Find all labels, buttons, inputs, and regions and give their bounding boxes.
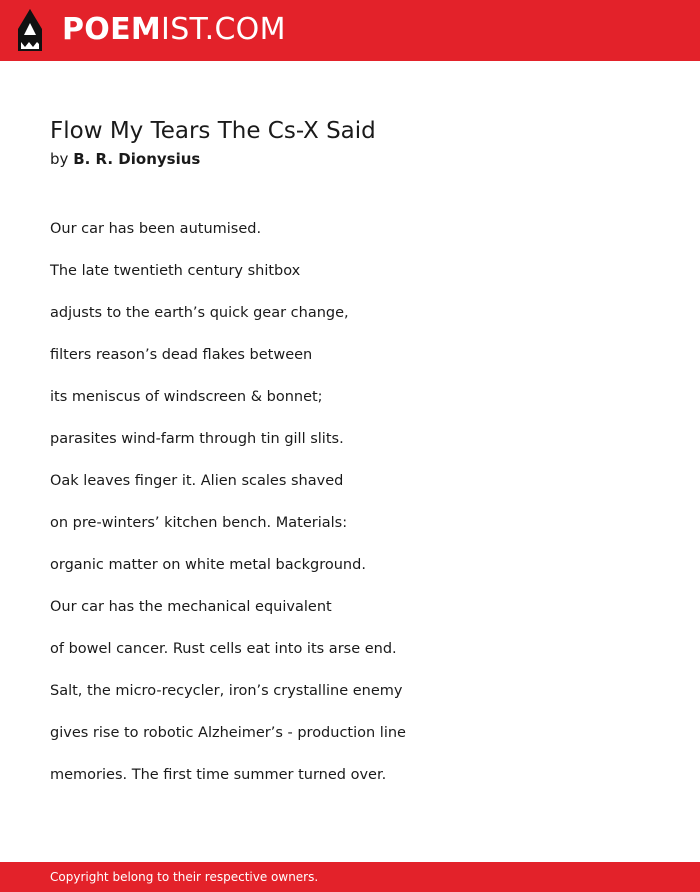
poem-line: memories. The first time summer turned over.: [50, 767, 387, 783]
poem-body: [50, 218, 406, 806]
byline: [50, 148, 200, 170]
site-logo[interactable]: [62, 13, 286, 47]
logo-light-text: IST.COM: [161, 12, 286, 47]
poem-line: Salt, the micro-recycler, iron’s crystalline enemy: [50, 683, 403, 699]
poem-line: parasites wind-farm through tin gill slits.: [50, 431, 344, 447]
site-header: [0, 0, 700, 61]
pencil-icon[interactable]: [16, 9, 44, 51]
logo-bold-text: POEM: [62, 12, 162, 47]
poem-line: Our car has been autumised.: [50, 221, 262, 237]
poem-title: Flow My Tears The Cs-X Said: [50, 118, 376, 144]
author-name: B. R. Dionysius: [73, 150, 201, 168]
copyright-text: Copyright belong to their respective owners.: [50, 870, 319, 884]
site-footer: [0, 862, 700, 892]
poem-line: organic matter on white metal background.: [50, 557, 366, 573]
poem-line: its meniscus of windscreen & bonnet;: [50, 389, 323, 405]
poem-line: The late twentieth century shitbox: [50, 263, 301, 279]
poem-line: Oak leaves finger it. Alien scales shaved: [50, 473, 344, 489]
poem-line: adjusts to the earth’s quick gear change,: [50, 305, 349, 321]
poem-line: of bowel cancer. Rust cells eat into its arse end.: [50, 641, 397, 657]
by-label: by: [50, 150, 69, 168]
poem-line: filters reason’s dead flakes between: [50, 347, 313, 363]
poem-line: Our car has the mechanical equivalent: [50, 599, 332, 615]
poem-line: on pre-winters’ kitchen bench. Materials:: [50, 515, 348, 531]
poem-line: gives rise to robotic Alzheimer’s - production line: [50, 725, 406, 741]
